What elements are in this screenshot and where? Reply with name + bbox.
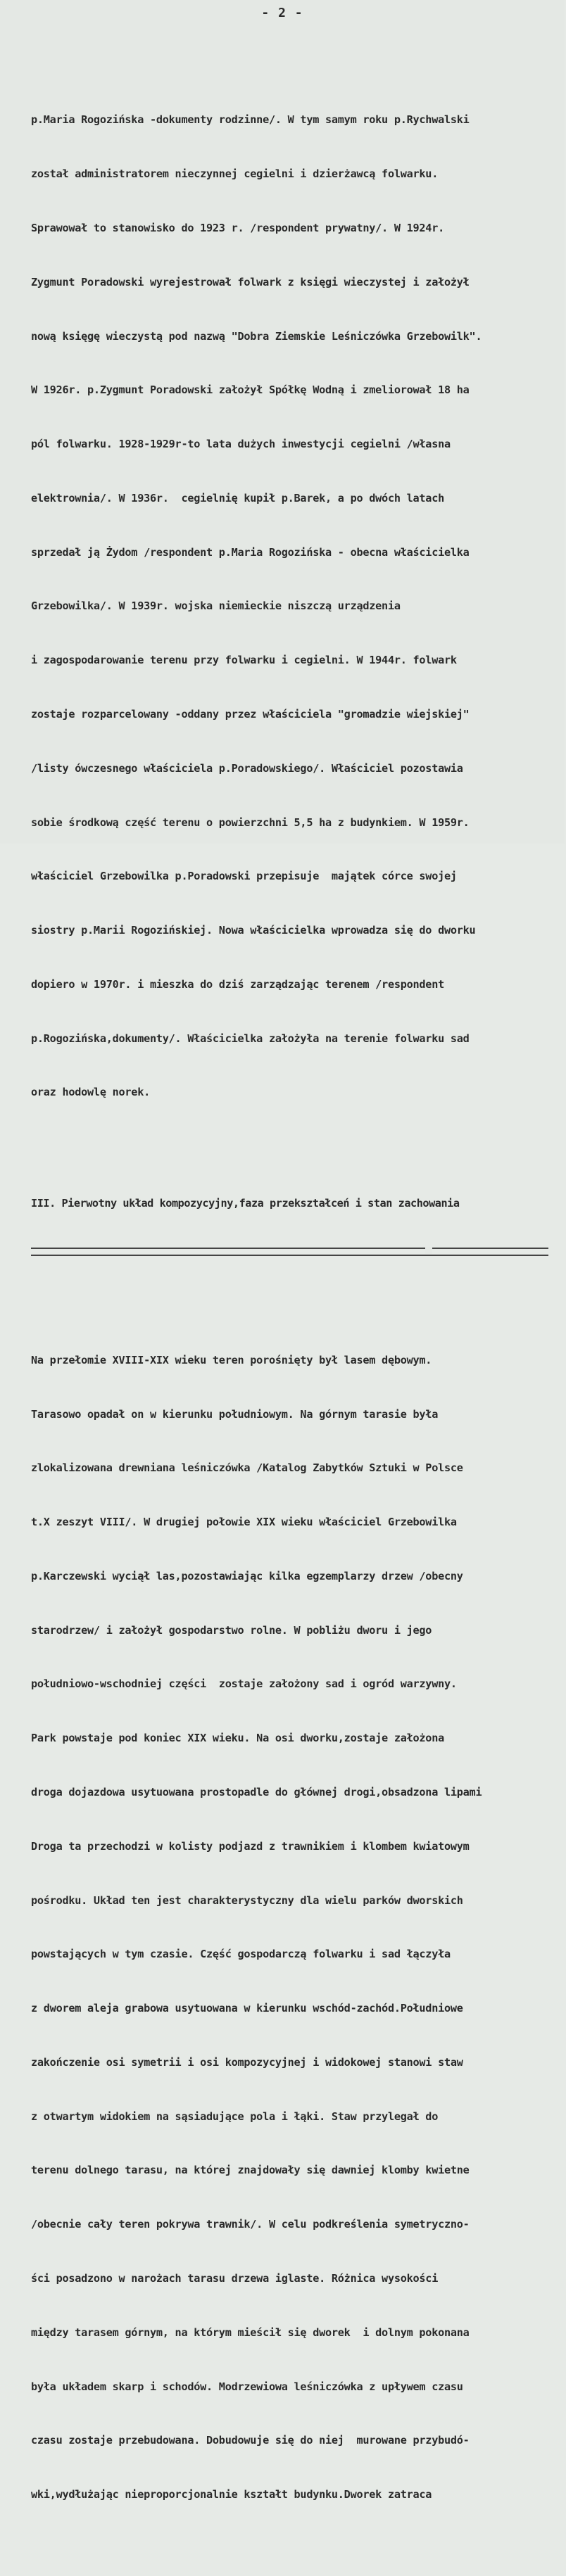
- text-line: czasu zostaje przebudowana. Dobudowuje się do niej murowane przybudó-: [31, 2434, 470, 2447]
- text-line: p.Karczewski wyciął las,pozostawiając kilka egzemplarzy drzew /obecny: [31, 1569, 463, 1582]
- text-line: Sprawował to stanowisko do 1923 r. /respondent prywatny/. W 1924r.: [31, 221, 444, 234]
- text-line: t.X zeszyt VIII/. W drugiej połowie XIX wieku właściciel Grzebowilka: [31, 1516, 457, 1529]
- text-line: powstających w tym czasie. Część gospodarczą folwarku i sad łączyła: [31, 1948, 451, 1961]
- text-line: nową księgę wieczystą pod nazwą "Dobra Ziemskie Leśniczówka Grzebowilk".: [31, 329, 482, 343]
- text-line: droga dojazdowa usytuowana prostopadle do głównej drogi,obsadzona lipami: [31, 1786, 482, 1798]
- page-body: [31, 39, 566, 2576]
- text-line: p.Rogozińska,dokumenty/. Właścicielka założyła na terenie folwarku sad: [31, 1032, 470, 1045]
- text-line: właściciel Grzebowilka p.Poradowski przepisuje majątek córce swojej: [31, 870, 457, 883]
- section-heading: III. Pierwotny układ kompozycyjny,faza przekształceń i stan zachowania: [31, 1197, 460, 1210]
- text-line: dopiero w 1970r. i mieszka do dziś zarządzając terenem /respondent: [31, 977, 444, 991]
- text-line: Tarasowo opadał on w kierunku południowym. Na górnym tarasie była: [31, 1407, 439, 1421]
- text-line: siostry p.Marii Rogozińskiej. Nowa właścicielka wprowadza się do dworku: [31, 924, 476, 937]
- text-line: zakończenie osi symetrii i osi kompozycyjnej i widokowej stanowi staw: [31, 2055, 463, 2069]
- text-line: pośrodku. Układ ten jest charakterystyczny dla wielu parków dworskich: [31, 1893, 463, 1907]
- text-line: zostaje rozparcelowany -oddany przez właściciela "gromadzie wiejskiej": [31, 707, 470, 721]
- text-line: sprzedał ją Żydom /respondent p.Maria Rogozińska - obecna właścicielka: [31, 545, 470, 559]
- text-line: południowo-wschodniej części zostaje założony sad i ogród warzywny.: [31, 1677, 457, 1691]
- text-line: z otwartym widokiem na sąsiadujące pola i łąki. Staw przylegał do: [31, 2109, 439, 2123]
- heading-double-underline: [31, 1248, 548, 1256]
- text-line: zlokalizowana drewniana leśniczówka /Katalog Zabytków Sztuki w Polsce: [31, 1461, 463, 1475]
- text-line: p.Maria Rogozińska -dokumenty rodzinne/. W tym samym roku p.Rychwalski: [31, 113, 470, 127]
- text-line: sobie środkową część terenu o powierzchni 5,5 ha z budynkiem. W 1959r.: [31, 816, 470, 829]
- text-line: ści posadzono w narożach tarasu drzewa iglaste. Różnica wysokości: [31, 2272, 439, 2285]
- text-line: Grzebowilka/. W 1939r. wojska niemieckie niszczą urządzenia: [31, 599, 401, 613]
- text-line: /listy ówczesnego właściciela p.Poradowskiego/. Właściciel pozostawia: [31, 761, 463, 775]
- text-line: między tarasem górnym, na którym mieścił się dworek i dolnym pokonana: [31, 2326, 470, 2339]
- paragraph-history: [31, 75, 566, 1138]
- text-line: starodrzew/ i założył gospodarstwo rolne. W pobliżu dworu i jego: [31, 1623, 432, 1637]
- text-line: Droga ta przechodzi w kolisty podjazd z trawnikiem i klombem kwiatowym: [31, 1839, 470, 1853]
- text-line: wki,wydłużając nieproporcjonalnie kształt budynku.Dworek zatraca: [31, 2488, 432, 2501]
- text-line: oraz hodowlę norek.: [31, 1086, 150, 1099]
- text-line: Zygmunt Poradowski wyrejestrował folwark z księgi wieczystej i założył: [31, 275, 470, 288]
- text-line: pól folwarku. 1928-1929r-to lata dużych inwestycji cegielni /własna: [31, 438, 451, 451]
- text-line: został administratorem nieczynnej cegielni i dzierżawcą folwarku.: [31, 167, 439, 181]
- text-line: była układem skarp i schodów. Modrzewiowa leśniczówka z upływem czasu: [31, 2380, 463, 2393]
- text-line: terenu dolnego tarasu, na której znajdowały się dawniej klomby kwietne: [31, 2164, 470, 2177]
- text-line: elektrownia/. W 1936r. cegielnię kupił p.Barek, a po dwóch latach: [31, 491, 444, 505]
- text-line: Park powstaje pod koniec XIX wieku. Na osi dworku,zostaje założona: [31, 1732, 444, 1745]
- paragraph-composition: [31, 1316, 566, 2540]
- text-line: i zagospodarowanie terenu przy folwarku i cegielni. W 1944r. folwark: [31, 654, 457, 667]
- text-line: Na przełomie XVIII-XIX wieku teren porośnięty był lasem dębowym.: [31, 1353, 432, 1366]
- text-line: z dworem aleja grabowa usytuowana w kierunku wschód-zachód.Południowe: [31, 2002, 463, 2015]
- text-line: /obecnie cały teren pokrywa trawnik/. W celu podkreślenia symetryczno-: [31, 2218, 470, 2231]
- text-line: W 1926r. p.Zygmunt Poradowski założył Spółkę Wodną i zmeliorował 18 ha: [31, 383, 470, 397]
- page-number: - 2 -: [261, 6, 303, 20]
